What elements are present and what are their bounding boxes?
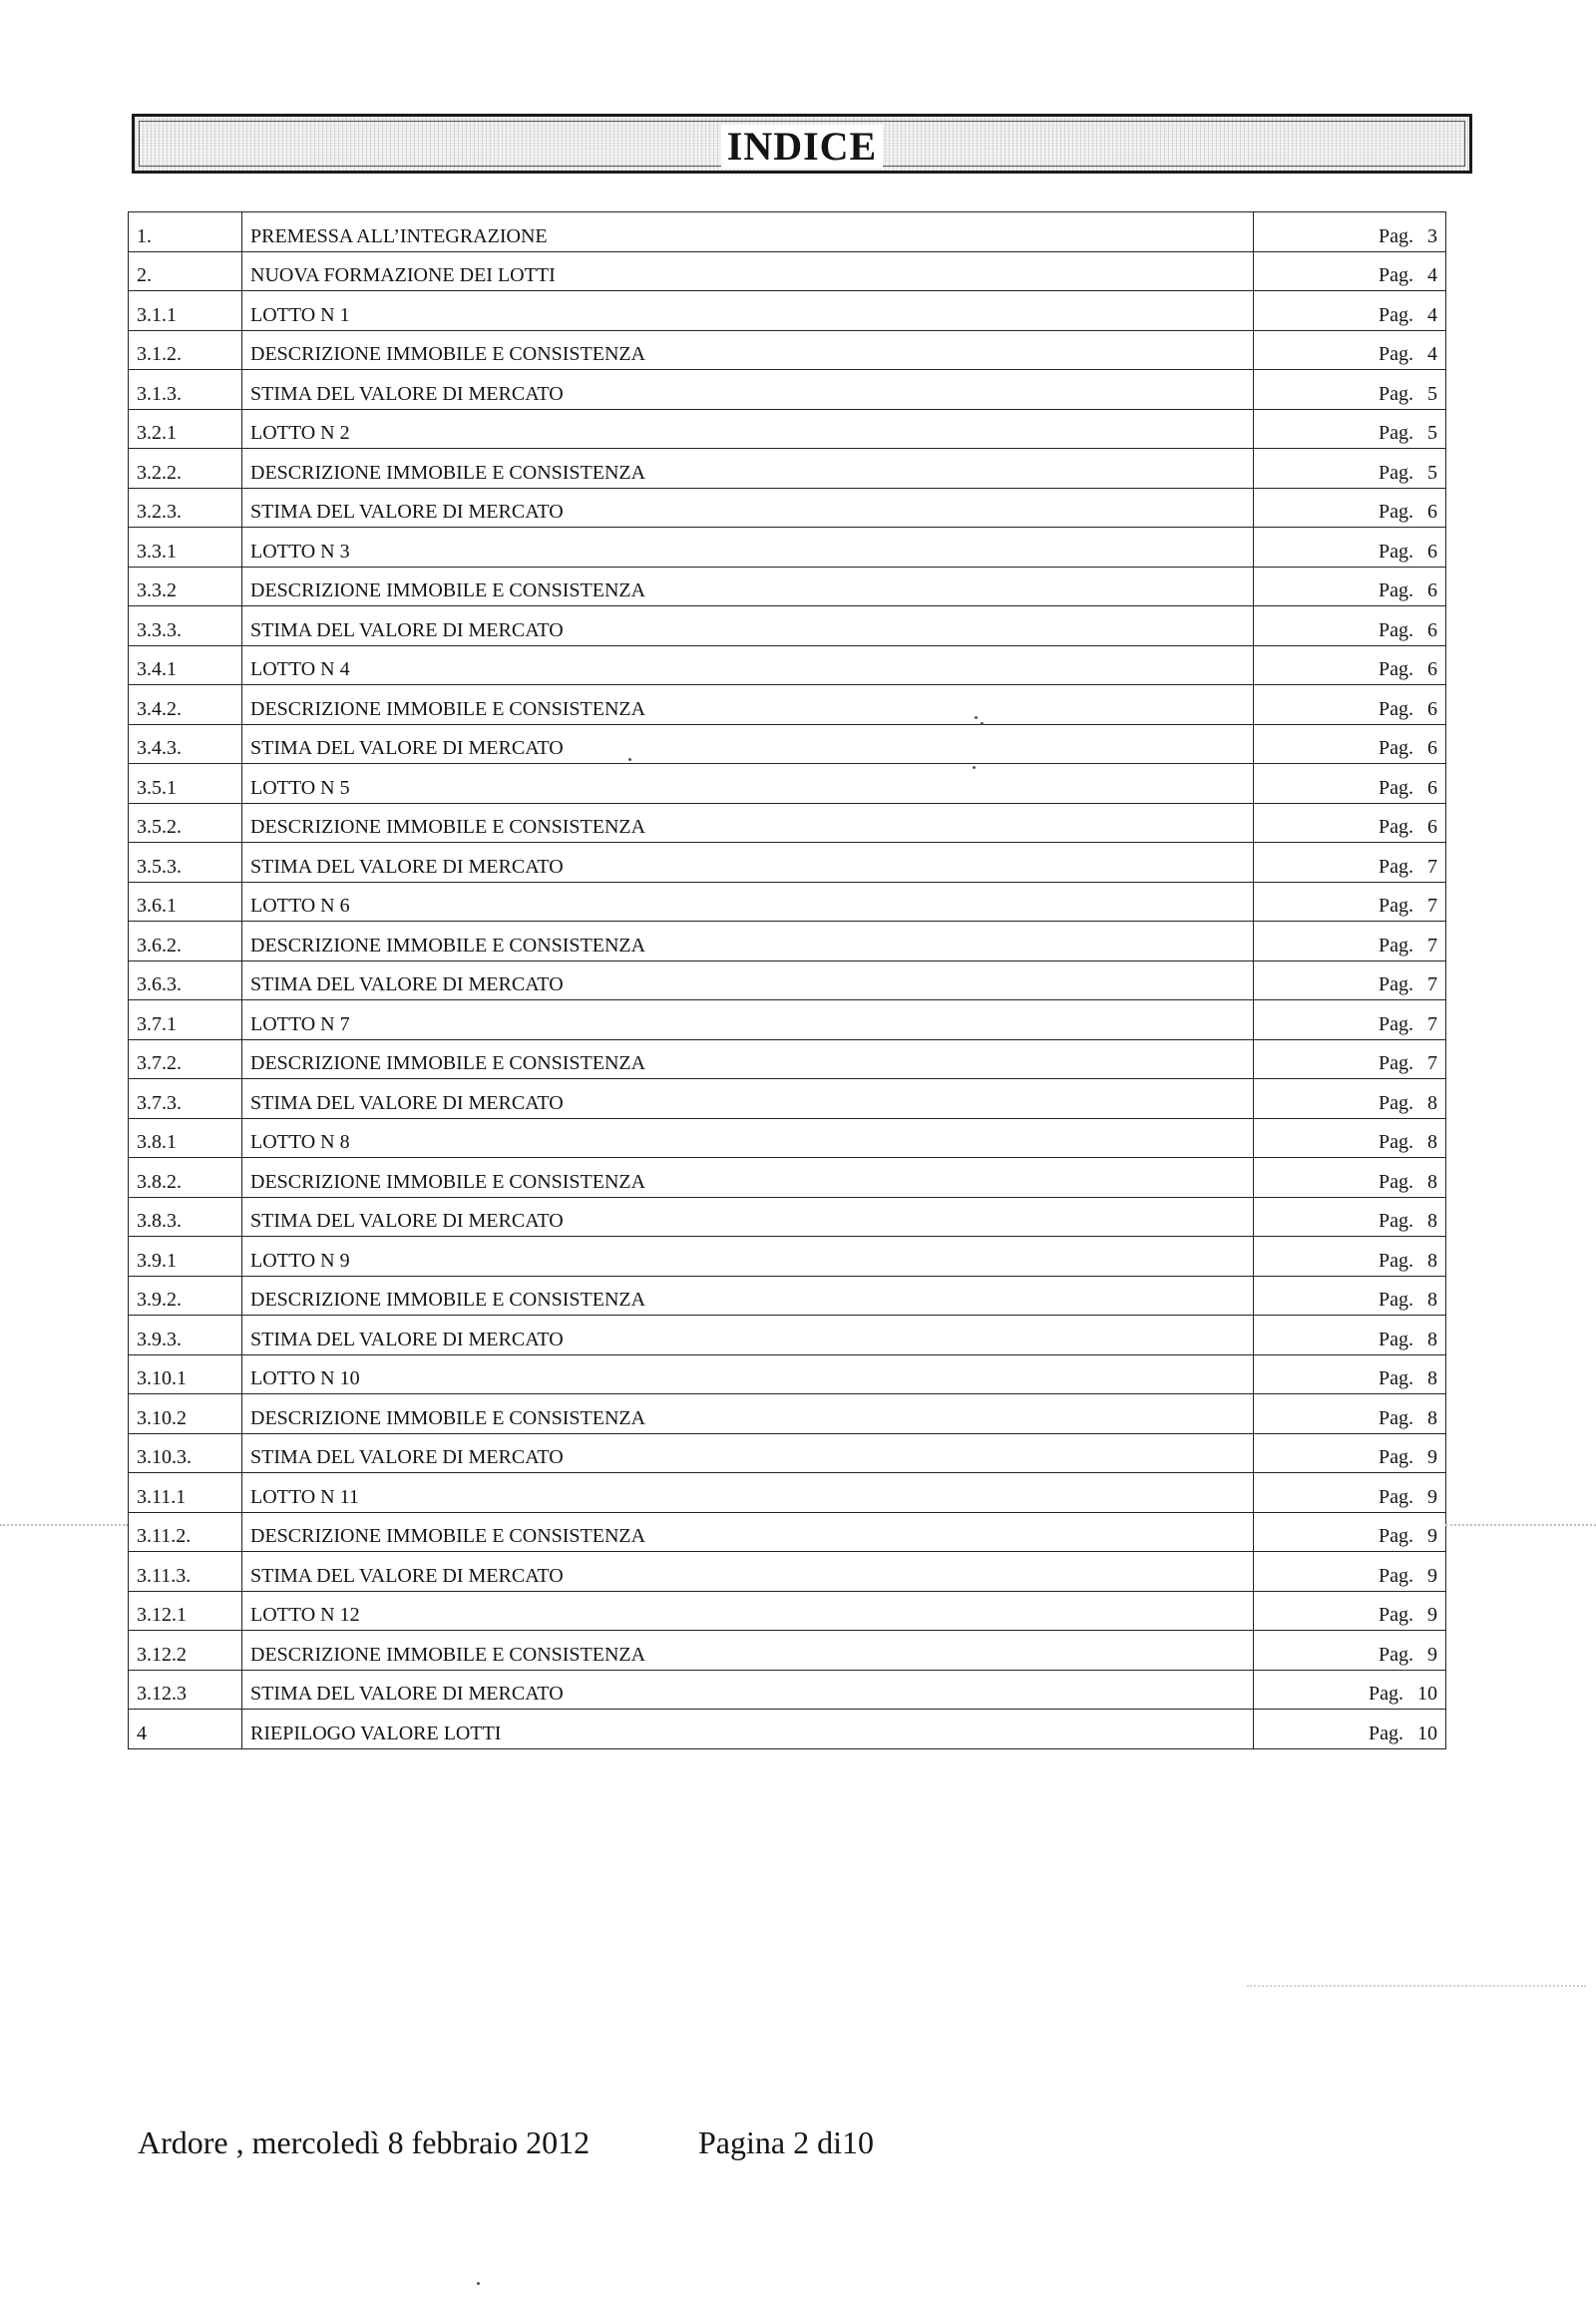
toc-page-number: 4 bbox=[1427, 343, 1437, 365]
toc-page-label: Pag. bbox=[1379, 382, 1413, 405]
toc-section-title: STIMA DEL VALORE DI MERCATO bbox=[242, 1197, 1254, 1237]
toc-page-label: Pag. bbox=[1379, 737, 1413, 759]
toc-page-number: 8 bbox=[1427, 1367, 1437, 1389]
toc-page-label: Pag. bbox=[1379, 224, 1413, 247]
toc-page-number: 6 bbox=[1427, 816, 1437, 838]
toc-row bbox=[129, 1354, 1446, 1394]
toc-section-title: STIMA DEL VALORE DI MERCATO bbox=[242, 1316, 1254, 1355]
toc-row bbox=[129, 212, 1446, 252]
toc-page-number: 8 bbox=[1427, 1170, 1437, 1193]
toc-section-title: LOTTO N 9 bbox=[242, 1237, 1254, 1277]
toc-section-number: 3.6.1 bbox=[129, 882, 242, 922]
toc-page-cell bbox=[1254, 1591, 1446, 1631]
toc-page-cell bbox=[1254, 1197, 1446, 1237]
toc-page-cell bbox=[1254, 449, 1446, 489]
toc-page-number: 6 bbox=[1427, 737, 1437, 759]
toc-section-title: DESCRIZIONE IMMOBILE E CONSISTENZA bbox=[242, 803, 1254, 843]
toc-row bbox=[129, 291, 1446, 331]
toc-page-number: 4 bbox=[1427, 264, 1437, 286]
toc-page-number: 9 bbox=[1427, 1525, 1437, 1547]
toc-page-cell bbox=[1254, 1237, 1446, 1277]
toc-row bbox=[129, 1197, 1446, 1237]
toc-page-number: 4 bbox=[1427, 303, 1437, 326]
toc-section-title: STIMA DEL VALORE DI MERCATO bbox=[242, 606, 1254, 646]
toc-page-label: Pag. bbox=[1379, 855, 1413, 878]
toc-page-label: Pag. bbox=[1379, 895, 1413, 917]
toc-row bbox=[129, 1591, 1446, 1631]
toc-section-title: LOTTO N 4 bbox=[242, 645, 1254, 685]
toc-section-number: 3.3.3. bbox=[129, 606, 242, 646]
toc-page-cell bbox=[1254, 1710, 1446, 1749]
toc-section-title: STIMA DEL VALORE DI MERCATO bbox=[242, 1433, 1254, 1473]
toc-row bbox=[129, 843, 1446, 883]
toc-page-cell bbox=[1254, 882, 1446, 922]
toc-section-number: 1. bbox=[129, 212, 242, 252]
scan-dotted-line bbox=[0, 1524, 128, 1526]
footer-page-info: Pagina 2 di10 bbox=[698, 2124, 874, 2160]
toc-row bbox=[129, 1000, 1446, 1040]
toc-page-number: 9 bbox=[1427, 1604, 1437, 1626]
toc-page-label: Pag. bbox=[1379, 1091, 1413, 1114]
toc-page-number: 9 bbox=[1427, 1564, 1437, 1587]
toc-section-title: DESCRIZIONE IMMOBILE E CONSISTENZA bbox=[242, 1158, 1254, 1198]
toc-page-label: Pag. bbox=[1379, 658, 1413, 680]
toc-page-number: 10 bbox=[1417, 1683, 1437, 1705]
toc-page-label: Pag. bbox=[1379, 1328, 1413, 1350]
toc-page-cell bbox=[1254, 1433, 1446, 1473]
toc-page-number: 8 bbox=[1427, 1406, 1437, 1429]
toc-section-number: 3.9.2. bbox=[129, 1276, 242, 1316]
toc-section-title: DESCRIZIONE IMMOBILE E CONSISTENZA bbox=[242, 1394, 1254, 1434]
index-title-bar bbox=[132, 114, 1472, 174]
toc-row bbox=[129, 1710, 1446, 1749]
toc-page-cell bbox=[1254, 1276, 1446, 1316]
table-of-contents bbox=[128, 211, 1446, 1749]
toc-section-title: STIMA DEL VALORE DI MERCATO bbox=[242, 370, 1254, 410]
toc-page-number: 10 bbox=[1417, 1722, 1437, 1744]
toc-page-number: 8 bbox=[1427, 1249, 1437, 1272]
toc-page-number: 7 bbox=[1427, 973, 1437, 995]
toc-section-number: 3.8.2. bbox=[129, 1158, 242, 1198]
toc-row bbox=[129, 1237, 1446, 1277]
toc-page-number: 8 bbox=[1427, 1289, 1437, 1311]
toc-section-number: 3.1.1 bbox=[129, 291, 242, 331]
toc-page-label: Pag. bbox=[1379, 1485, 1413, 1508]
toc-section-title: RIEPILOGO VALORE LOTTI bbox=[242, 1710, 1254, 1749]
toc-row bbox=[129, 1631, 1446, 1671]
toc-section-number: 3.1.3. bbox=[129, 370, 242, 410]
toc-section-title: PREMESSA ALL’INTEGRAZIONE bbox=[242, 212, 1254, 252]
toc-page-cell bbox=[1254, 843, 1446, 883]
toc-page-label: Pag. bbox=[1379, 1170, 1413, 1193]
toc-page-cell bbox=[1254, 724, 1446, 764]
toc-page-label: Pag. bbox=[1379, 1052, 1413, 1074]
toc-page-number: 7 bbox=[1427, 895, 1437, 917]
toc-section-title: LOTTO N 3 bbox=[242, 528, 1254, 568]
scan-dotted-line bbox=[1247, 1985, 1586, 1987]
toc-page-number: 5 bbox=[1427, 422, 1437, 444]
toc-row bbox=[129, 1552, 1446, 1592]
toc-page-number: 8 bbox=[1427, 1131, 1437, 1153]
toc-section-title: LOTTO N 11 bbox=[242, 1473, 1254, 1513]
toc-page-label: Pag. bbox=[1379, 422, 1413, 444]
toc-page-number: 7 bbox=[1427, 855, 1437, 878]
toc-page-cell bbox=[1254, 1512, 1446, 1552]
toc-section-title: DESCRIZIONE IMMOBILE E CONSISTENZA bbox=[242, 1039, 1254, 1079]
toc-section-title: STIMA DEL VALORE DI MERCATO bbox=[242, 960, 1254, 1000]
toc-page-cell bbox=[1254, 1670, 1446, 1710]
toc-row bbox=[129, 449, 1446, 489]
toc-page-label: Pag. bbox=[1379, 1406, 1413, 1429]
toc-section-title: STIMA DEL VALORE DI MERCATO bbox=[242, 1552, 1254, 1592]
toc-page-cell bbox=[1254, 764, 1446, 804]
toc-section-title: DESCRIZIONE IMMOBILE E CONSISTENZA bbox=[242, 567, 1254, 606]
toc-page-cell bbox=[1254, 370, 1446, 410]
toc-section-number: 3.12.3 bbox=[129, 1670, 242, 1710]
toc-section-number: 3.2.3. bbox=[129, 488, 242, 528]
toc-section-number: 3.10.1 bbox=[129, 1354, 242, 1394]
toc-page-cell bbox=[1254, 1079, 1446, 1119]
toc-page-cell bbox=[1254, 1631, 1446, 1671]
toc-row bbox=[129, 960, 1446, 1000]
toc-row bbox=[129, 1316, 1446, 1355]
toc-page-number: 8 bbox=[1427, 1328, 1437, 1350]
toc-body bbox=[129, 212, 1446, 1749]
toc-section-number: 3.4.2. bbox=[129, 685, 242, 725]
toc-section-number: 3.2.2. bbox=[129, 449, 242, 489]
toc-page-cell bbox=[1254, 685, 1446, 725]
toc-section-title: STIMA DEL VALORE DI MERCATO bbox=[242, 1670, 1254, 1710]
toc-page-label: Pag. bbox=[1379, 1210, 1413, 1232]
toc-row bbox=[129, 1118, 1446, 1158]
toc-page-cell bbox=[1254, 1118, 1446, 1158]
toc-page-number: 3 bbox=[1427, 224, 1437, 247]
toc-section-number: 3.3.2 bbox=[129, 567, 242, 606]
toc-section-number: 3.11.3. bbox=[129, 1552, 242, 1592]
toc-section-title: DESCRIZIONE IMMOBILE E CONSISTENZA bbox=[242, 1276, 1254, 1316]
toc-page-label: Pag. bbox=[1379, 1446, 1413, 1468]
toc-section-title: DESCRIZIONE IMMOBILE E CONSISTENZA bbox=[242, 1512, 1254, 1552]
toc-section-number: 3.2.1 bbox=[129, 409, 242, 449]
scan-dotted-line bbox=[1445, 1524, 1596, 1526]
toc-page-label: Pag. bbox=[1379, 934, 1413, 957]
toc-section-number: 3.12.2 bbox=[129, 1631, 242, 1671]
toc-row bbox=[129, 251, 1446, 291]
toc-page-number: 6 bbox=[1427, 540, 1437, 563]
toc-page-label: Pag. bbox=[1379, 618, 1413, 641]
toc-section-title: LOTTO N 1 bbox=[242, 291, 1254, 331]
toc-page-number: 7 bbox=[1427, 1012, 1437, 1035]
toc-row bbox=[129, 1670, 1446, 1710]
toc-page-label: Pag. bbox=[1379, 501, 1413, 523]
toc-page-label: Pag. bbox=[1379, 697, 1413, 720]
toc-row bbox=[129, 882, 1446, 922]
toc-page-label: Pag. bbox=[1379, 579, 1413, 601]
toc-section-title: LOTTO N 2 bbox=[242, 409, 1254, 449]
toc-page-number: 9 bbox=[1427, 1485, 1437, 1508]
toc-page-label: Pag. bbox=[1379, 1012, 1413, 1035]
toc-page-cell bbox=[1254, 1000, 1446, 1040]
toc-section-title: LOTTO N 8 bbox=[242, 1118, 1254, 1158]
toc-page-label: Pag. bbox=[1379, 1367, 1413, 1389]
toc-row bbox=[129, 764, 1446, 804]
toc-page-cell bbox=[1254, 803, 1446, 843]
toc-page-cell bbox=[1254, 330, 1446, 370]
toc-page-number: 6 bbox=[1427, 776, 1437, 799]
toc-section-title: LOTTO N 5 bbox=[242, 764, 1254, 804]
toc-page-cell bbox=[1254, 960, 1446, 1000]
toc-row bbox=[129, 330, 1446, 370]
toc-page-label: Pag. bbox=[1379, 973, 1413, 995]
scan-speck bbox=[975, 716, 978, 719]
toc-section-title: LOTTO N 12 bbox=[242, 1591, 1254, 1631]
toc-section-number: 3.7.1 bbox=[129, 1000, 242, 1040]
toc-page-label: Pag. bbox=[1379, 264, 1413, 286]
toc-row bbox=[129, 1079, 1446, 1119]
toc-section-title: STIMA DEL VALORE DI MERCATO bbox=[242, 724, 1254, 764]
toc-page-cell bbox=[1254, 409, 1446, 449]
scan-speck bbox=[477, 2282, 480, 2285]
toc-section-title: DESCRIZIONE IMMOBILE E CONSISTENZA bbox=[242, 330, 1254, 370]
toc-section-number: 3.9.1 bbox=[129, 1237, 242, 1277]
toc-page-number: 9 bbox=[1427, 1446, 1437, 1468]
toc-page-label: Pag. bbox=[1379, 1289, 1413, 1311]
toc-row bbox=[129, 645, 1446, 685]
toc-page-label: Pag. bbox=[1379, 1643, 1413, 1666]
toc-section-title: DESCRIZIONE IMMOBILE E CONSISTENZA bbox=[242, 449, 1254, 489]
toc-page-cell bbox=[1254, 528, 1446, 568]
toc-page-cell bbox=[1254, 1552, 1446, 1592]
toc-section-title: LOTTO N 6 bbox=[242, 882, 1254, 922]
toc-page-label: Pag. bbox=[1379, 776, 1413, 799]
toc-page-number: 6 bbox=[1427, 697, 1437, 720]
toc-section-number: 3.8.3. bbox=[129, 1197, 242, 1237]
scan-speck bbox=[628, 758, 631, 761]
toc-page-number: 6 bbox=[1427, 501, 1437, 523]
toc-section-number: 2. bbox=[129, 251, 242, 291]
toc-page-cell bbox=[1254, 291, 1446, 331]
toc-row bbox=[129, 488, 1446, 528]
toc-page-label: Pag. bbox=[1379, 303, 1413, 326]
toc-section-title: DESCRIZIONE IMMOBILE E CONSISTENZA bbox=[242, 685, 1254, 725]
toc-page-label: Pag. bbox=[1379, 1604, 1413, 1626]
toc-section-number: 3.5.3. bbox=[129, 843, 242, 883]
toc-page-cell bbox=[1254, 488, 1446, 528]
toc-section-number: 3.1.2. bbox=[129, 330, 242, 370]
toc-row bbox=[129, 724, 1446, 764]
toc-page-label: Pag. bbox=[1369, 1683, 1403, 1705]
toc-page-cell bbox=[1254, 212, 1446, 252]
toc-row bbox=[129, 1433, 1446, 1473]
toc-row bbox=[129, 1473, 1446, 1513]
toc-page-number: 8 bbox=[1427, 1091, 1437, 1114]
toc-page-label: Pag. bbox=[1379, 461, 1413, 484]
toc-page-label: Pag. bbox=[1369, 1722, 1403, 1744]
index-title: INDICE bbox=[721, 125, 883, 169]
toc-section-number: 3.7.3. bbox=[129, 1079, 242, 1119]
toc-row bbox=[129, 685, 1446, 725]
toc-page-number: 5 bbox=[1427, 461, 1437, 484]
scan-speck bbox=[981, 722, 984, 725]
toc-page-cell bbox=[1254, 645, 1446, 685]
toc-section-number: 3.4.1 bbox=[129, 645, 242, 685]
toc-section-number: 3.4.3. bbox=[129, 724, 242, 764]
toc-page-number: 6 bbox=[1427, 618, 1437, 641]
toc-row bbox=[129, 606, 1446, 646]
toc-section-number: 3.6.2. bbox=[129, 922, 242, 961]
toc-section-number: 3.10.3. bbox=[129, 1433, 242, 1473]
toc-page-cell bbox=[1254, 1316, 1446, 1355]
toc-page-cell bbox=[1254, 1394, 1446, 1434]
toc-section-number: 3.10.2 bbox=[129, 1394, 242, 1434]
toc-page-number: 7 bbox=[1427, 934, 1437, 957]
toc-page-number: 5 bbox=[1427, 382, 1437, 405]
toc-page-cell bbox=[1254, 1473, 1446, 1513]
toc-section-number: 3.8.1 bbox=[129, 1118, 242, 1158]
toc-row bbox=[129, 1512, 1446, 1552]
toc-section-title: STIMA DEL VALORE DI MERCATO bbox=[242, 843, 1254, 883]
toc-section-number: 3.11.2. bbox=[129, 1512, 242, 1552]
toc-page-cell bbox=[1254, 567, 1446, 606]
toc-section-number: 3.5.2. bbox=[129, 803, 242, 843]
toc-section-number: 4 bbox=[129, 1710, 242, 1749]
toc-section-number: 3.3.1 bbox=[129, 528, 242, 568]
toc-page-label: Pag. bbox=[1379, 540, 1413, 563]
toc-page-label: Pag. bbox=[1379, 816, 1413, 838]
toc-section-title: LOTTO N 10 bbox=[242, 1354, 1254, 1394]
toc-row bbox=[129, 803, 1446, 843]
toc-section-title: DESCRIZIONE IMMOBILE E CONSISTENZA bbox=[242, 1631, 1254, 1671]
scan-speck bbox=[973, 766, 976, 769]
toc-page-cell bbox=[1254, 1158, 1446, 1198]
toc-section-title: NUOVA FORMAZIONE DEI LOTTI bbox=[242, 251, 1254, 291]
toc-section-number: 3.9.3. bbox=[129, 1316, 242, 1355]
toc-section-title: STIMA DEL VALORE DI MERCATO bbox=[242, 488, 1254, 528]
toc-page-label: Pag. bbox=[1379, 1249, 1413, 1272]
toc-page-label: Pag. bbox=[1379, 343, 1413, 365]
toc-page-label: Pag. bbox=[1379, 1525, 1413, 1547]
toc-row bbox=[129, 1394, 1446, 1434]
toc-row bbox=[129, 370, 1446, 410]
toc-page-cell bbox=[1254, 922, 1446, 961]
toc-page-cell bbox=[1254, 606, 1446, 646]
toc-row bbox=[129, 567, 1446, 606]
toc-row bbox=[129, 1158, 1446, 1198]
footer-place-date: Ardore , mercoledì 8 febbraio 2012 bbox=[138, 2124, 591, 2160]
toc-page-number: 7 bbox=[1427, 1052, 1437, 1074]
toc-row bbox=[129, 409, 1446, 449]
toc-row bbox=[129, 528, 1446, 568]
toc-page-cell bbox=[1254, 251, 1446, 291]
toc-row bbox=[129, 1276, 1446, 1316]
toc-section-title: DESCRIZIONE IMMOBILE E CONSISTENZA bbox=[242, 922, 1254, 961]
toc-page-number: 6 bbox=[1427, 658, 1437, 680]
toc-section-title: LOTTO N 7 bbox=[242, 1000, 1254, 1040]
toc-section-number: 3.5.1 bbox=[129, 764, 242, 804]
toc-section-number: 3.11.1 bbox=[129, 1473, 242, 1513]
toc-page-cell bbox=[1254, 1354, 1446, 1394]
toc-page-number: 9 bbox=[1427, 1643, 1437, 1666]
toc-section-number: 3.6.3. bbox=[129, 960, 242, 1000]
toc-page-number: 6 bbox=[1427, 579, 1437, 601]
toc-page-cell bbox=[1254, 1039, 1446, 1079]
toc-section-number: 3.7.2. bbox=[129, 1039, 242, 1079]
toc-page-number: 8 bbox=[1427, 1210, 1437, 1232]
toc-page-label: Pag. bbox=[1379, 1564, 1413, 1587]
toc-section-number: 3.12.1 bbox=[129, 1591, 242, 1631]
toc-row bbox=[129, 922, 1446, 961]
toc-page-label: Pag. bbox=[1379, 1131, 1413, 1153]
toc-section-title: STIMA DEL VALORE DI MERCATO bbox=[242, 1079, 1254, 1119]
toc-row bbox=[129, 1039, 1446, 1079]
